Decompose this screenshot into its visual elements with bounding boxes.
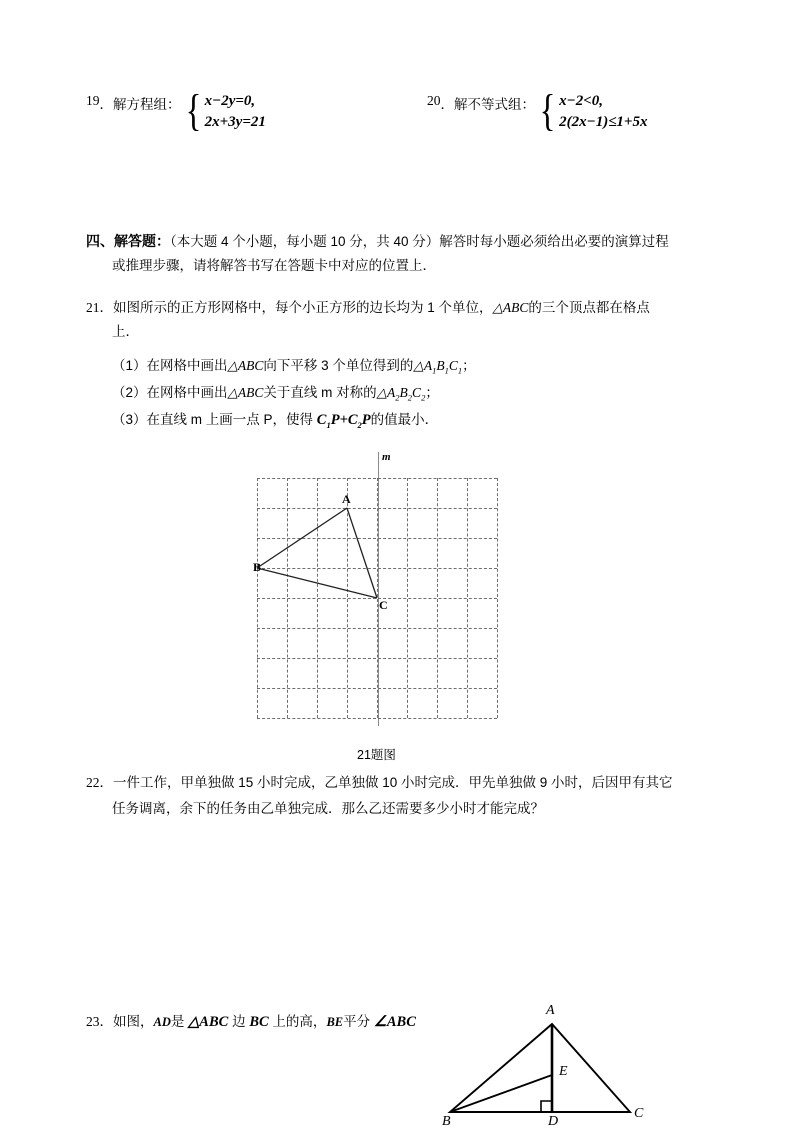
- q23-label-A: A: [546, 1003, 555, 1018]
- q21-item-3: [112, 408, 438, 430]
- q21-item-3-marker: （3）: [112, 412, 147, 427]
- q21-item-2-triangle-abc: △ABC: [227, 385, 264, 400]
- question-22-line2: 任务调离，余下的任务由乙单独完成．那么乙还需要多少小时才能完成？: [112, 801, 544, 816]
- q21-number: 21: [86, 300, 100, 315]
- q21-item-2-marker: （2）: [112, 385, 147, 400]
- q21-item-3-expression: $C_1P+C_2P$: [316, 412, 371, 430]
- q21-item-3-text-a: 在直线 m 上画一点 P，使得: [146, 412, 317, 427]
- q23-be: BE: [326, 1015, 344, 1029]
- q20-label: ．解不等式组：: [440, 97, 535, 112]
- triangle-side-ab: [257, 508, 347, 568]
- q21-item-2-text-a: 在网格中画出: [146, 385, 228, 400]
- q23-text-a: ．如图，: [99, 1014, 154, 1029]
- q20-system: [537, 86, 648, 135]
- q22-number: 22: [86, 775, 100, 790]
- question-19: [86, 86, 266, 135]
- section-4-heading: [86, 230, 726, 251]
- q21-triangle-abc: △ABC: [492, 300, 529, 315]
- q22-text-line1: ．一件工作，甲单独做 15 小时完成，乙单独做 10 小时完成．甲先单独做 9 小时，后因甲有其它: [99, 775, 673, 790]
- section-4-title: 四、解答题：: [86, 233, 170, 249]
- q23-triangle-figure: [430, 1000, 660, 1129]
- section-4-desc-line1: （本大题 4 个小题，每小题 10 分，共 40 分）解答时每小题必须给出必要的演算过程: [170, 234, 669, 249]
- q21-item-2-text-c: ；: [425, 385, 439, 400]
- q23-label-E: E: [559, 1064, 568, 1079]
- q21-item-1-marker: （1）: [112, 358, 147, 373]
- q19-system: [183, 86, 266, 135]
- question-21-line1: [86, 296, 736, 317]
- point-label-B: B: [253, 560, 262, 574]
- q21-text-b: 的三个顶点都在格点: [528, 300, 650, 315]
- q20-inequality-2: 2(2x−1)≤1+5x: [559, 114, 648, 130]
- q23-text-e: 平分: [343, 1014, 374, 1029]
- question-20: [427, 86, 648, 135]
- q23-ad: AD: [153, 1015, 171, 1029]
- q23-triangle-svg: [430, 1000, 660, 1123]
- q23-text-d: 上的高，: [268, 1014, 327, 1029]
- q23-label-B: B: [442, 1114, 451, 1129]
- mirror-line-label: m: [382, 451, 391, 463]
- q21-grid-figure: [253, 451, 507, 732]
- q23-text-c: 边: [228, 1014, 250, 1029]
- point-label-A: A: [342, 492, 351, 506]
- triangle-abc-svg: [257, 452, 507, 732]
- q19-equation-2: 2x+3y=21: [204, 114, 266, 130]
- q21-item-1-text-c: ；: [462, 358, 476, 373]
- q23-bc: BC: [249, 1014, 269, 1030]
- question-21-line2: 上．: [112, 324, 139, 339]
- q23-angle-abc: ∠ABC: [373, 1014, 416, 1030]
- q21-item-2-text-b: 关于直线 m 对称的: [263, 385, 377, 400]
- section-4-desc-line2: 或推理步骤，请将解答书写在答题卡中对应的位置上．: [112, 258, 436, 273]
- q20-number: 20: [427, 93, 441, 108]
- q21-figure-caption: 21题图: [357, 748, 396, 762]
- brace-icon: {: [539, 86, 556, 135]
- triangle-side-ac: [347, 508, 377, 598]
- q21-item-2: [112, 381, 439, 403]
- q19-label: ．解方程组：: [99, 97, 181, 112]
- q23-label-C: C: [634, 1106, 644, 1121]
- q21-item-1-triangle-abc: △ABC: [227, 358, 264, 373]
- question-23-text: [86, 1010, 416, 1031]
- q21-item-1-triangle-a1b1c1: $\triangle A_1B_1C_1$: [413, 358, 463, 376]
- q23-number: 23: [86, 1014, 100, 1029]
- q21-text-a: ．如图所示的正方形网格中，每个小正方形的边长均为 1 个单位，: [99, 300, 493, 315]
- point-label-C: C: [379, 598, 388, 612]
- q21-item-2-triangle-a2b2c2: $\triangle A_2B_2C_2$: [376, 385, 426, 403]
- q21-item-1-text-a: 在网格中画出: [146, 358, 228, 373]
- q23-label-D: D: [548, 1114, 559, 1129]
- q21-item-1-text-b: 向下平移 3 个单位得到的: [263, 358, 414, 373]
- question-22-line1: [86, 771, 736, 792]
- q20-inequality-1: x−2<0,: [559, 93, 604, 109]
- q21-item-3-text-b: 的值最小．: [370, 412, 439, 427]
- q19-number: 19: [86, 93, 100, 108]
- triangle-side-bc: [257, 568, 377, 598]
- q19-equation-1: x−2y=0,: [204, 93, 256, 109]
- q21-item-1: [112, 354, 476, 376]
- q23-text-b: 是: [170, 1014, 189, 1029]
- q23-triangle-abc: △ABC: [188, 1014, 229, 1030]
- brace-icon: {: [185, 86, 201, 135]
